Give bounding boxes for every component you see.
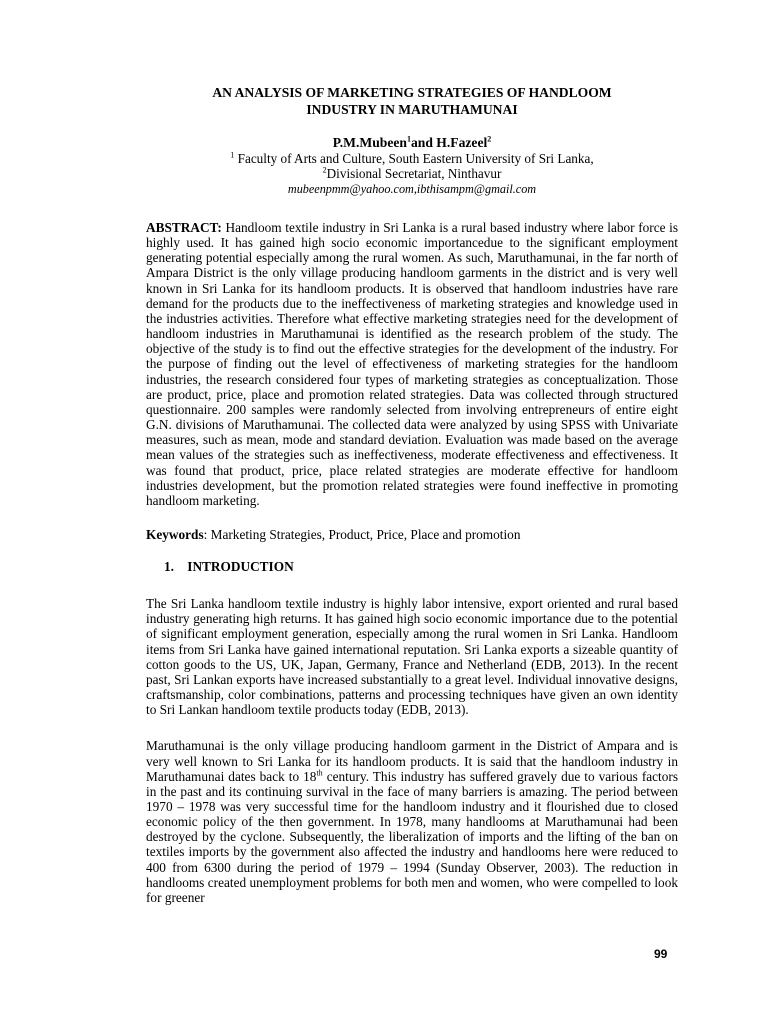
keywords-text: : Marketing Strategies, Product, Price, Place and promotion (203, 526, 521, 542)
affiliation-1-sup: 1 (230, 150, 235, 160)
author-1: P.M.Mubeen (332, 135, 407, 150)
page-number: 99 (654, 947, 668, 961)
keywords-label: Keywords (146, 526, 204, 542)
century-sup: th (316, 768, 323, 778)
section-title: INTRODUCTION (187, 559, 294, 575)
paper-title (146, 84, 678, 118)
title-line-1: AN ANALYSIS OF MARKETING STRATEGIES OF HANDLOOM (212, 85, 612, 100)
keywords (146, 527, 678, 542)
intro-paragraph-2-rest: century. This industry has suffered gravely due to various factors in the past and its continuing survival in the face of many barriers is amazing. The period between 1970 – 1978 was very successful time for the handloom industry and it flourished due to closed economic policy of the then government. In 1978, many handlooms at Maruthamunai had been destroyed by the cyclone. Subsequently, the liberalization of imports and the lifting of the ban on textiles imports by the government also affected the industry and handlooms here were reduced to 400 from 6300 during the period of 1979 – 1994 (Sunday Observer, 2003). The reduction in handlooms created unemployment problems for both men and women, who were compelled to look for greener (146, 768, 678, 905)
intro-paragraph-2 (146, 738, 678, 905)
author-1-sup: 1 (406, 134, 411, 144)
affiliation-2-text: Divisional Secretariat, Ninthavur (326, 166, 502, 181)
affiliation-1 (146, 151, 678, 166)
author-separator: and H.Fazeel (410, 135, 488, 150)
affiliation-2 (146, 166, 678, 181)
author-2-sup: 2 (487, 134, 492, 144)
author-line (146, 135, 678, 151)
title-line-2: INDUSTRY IN MARUTHAMUNAI (306, 102, 518, 117)
abstract-text: Handloom textile industry in Sri Lanka is a rural based industry where labor force is highly used. It has gained high socio economic importancedue to the significant employment generating potential especially among the rural women. As such, Maruthamunai, in the far north of Ampara District is the only village producing handloom garments in the district and is very well known in Sri Lanka for its handloom products. It is observed that handloom industries have rare demand for the products due to the ineffectiveness of marketing strategies and knowledge used in the industries activities. Therefore what effective marketing strategies need for the development of handloom industries in Maruthamunai is identified as the research problem of the study. The objective of the study is to find out the effective strategies for the development of the industry. For the purpose of finding out the level of effectiveness of marketing strategies for the handloom industries, the research considered four types of marketing strategies as conceptualization. Those are product, price, place and promotion related strategies. Data was collected through structured questionnaire. 200 samples were randomly selected from involving entrepreneurs of entire eight G.N. divisions of Maruthamunai. The collected data were analyzed by using SPSS with Univariate measures, such as mean, mode and standard deviation. Evaluation was made based on the average mean values of the strategies such as ineffectiveness, moderate effectiveness and effectiveness. It was found that product, price, place related strategies are moderate effective for handloom industries development, but the promotion related strategies were found ineffective in promoting handloom marketing. (146, 220, 678, 508)
author-emails: mubeenpmm@yahoo.com,ibthisampm@gmail.com (287, 182, 537, 196)
intro-paragraph-1: The Sri Lanka handloom textile industry is highly labor intensive, export oriented and rural based industry generating high returns. It has gained high socio economic importance due to the potential of significant employment generation, especially among the rural women in Sri Lanka. Handloom items from Sri Lanka have gained international reputation. Sri Lanka exports a sizeable quantity of cotton goods to the US, UK, Japan, Germany, France and Netherland (EDB, 2013). In the recent past, Sri Lankan exports have increased substantially to a great level. Individual innovative designs, craftsmanship, color combinations, patterns and processing techniques have given an own identity to Sri Lankan handloom textile products today (EDB, 2013). (146, 596, 678, 718)
affiliation-2-sup: 2 (322, 165, 327, 175)
section-number: 1. (164, 559, 174, 575)
section-heading-introduction (164, 559, 678, 575)
abstract-label: ABSTRACT: (146, 220, 222, 235)
intro-paragraph-2-start: Maruthamunai is the only village producing handloom garment in the District of Ampara and is very well known to Sri Lanka for its handloom products. It is said that the handloom industry in Maruthamunai dates back to 18 (146, 738, 678, 784)
abstract (146, 220, 678, 508)
affiliation-1-text: Faculty of Arts and Culture, South Eastern University of Sri Lanka, (234, 151, 594, 166)
page-content (146, 84, 678, 905)
